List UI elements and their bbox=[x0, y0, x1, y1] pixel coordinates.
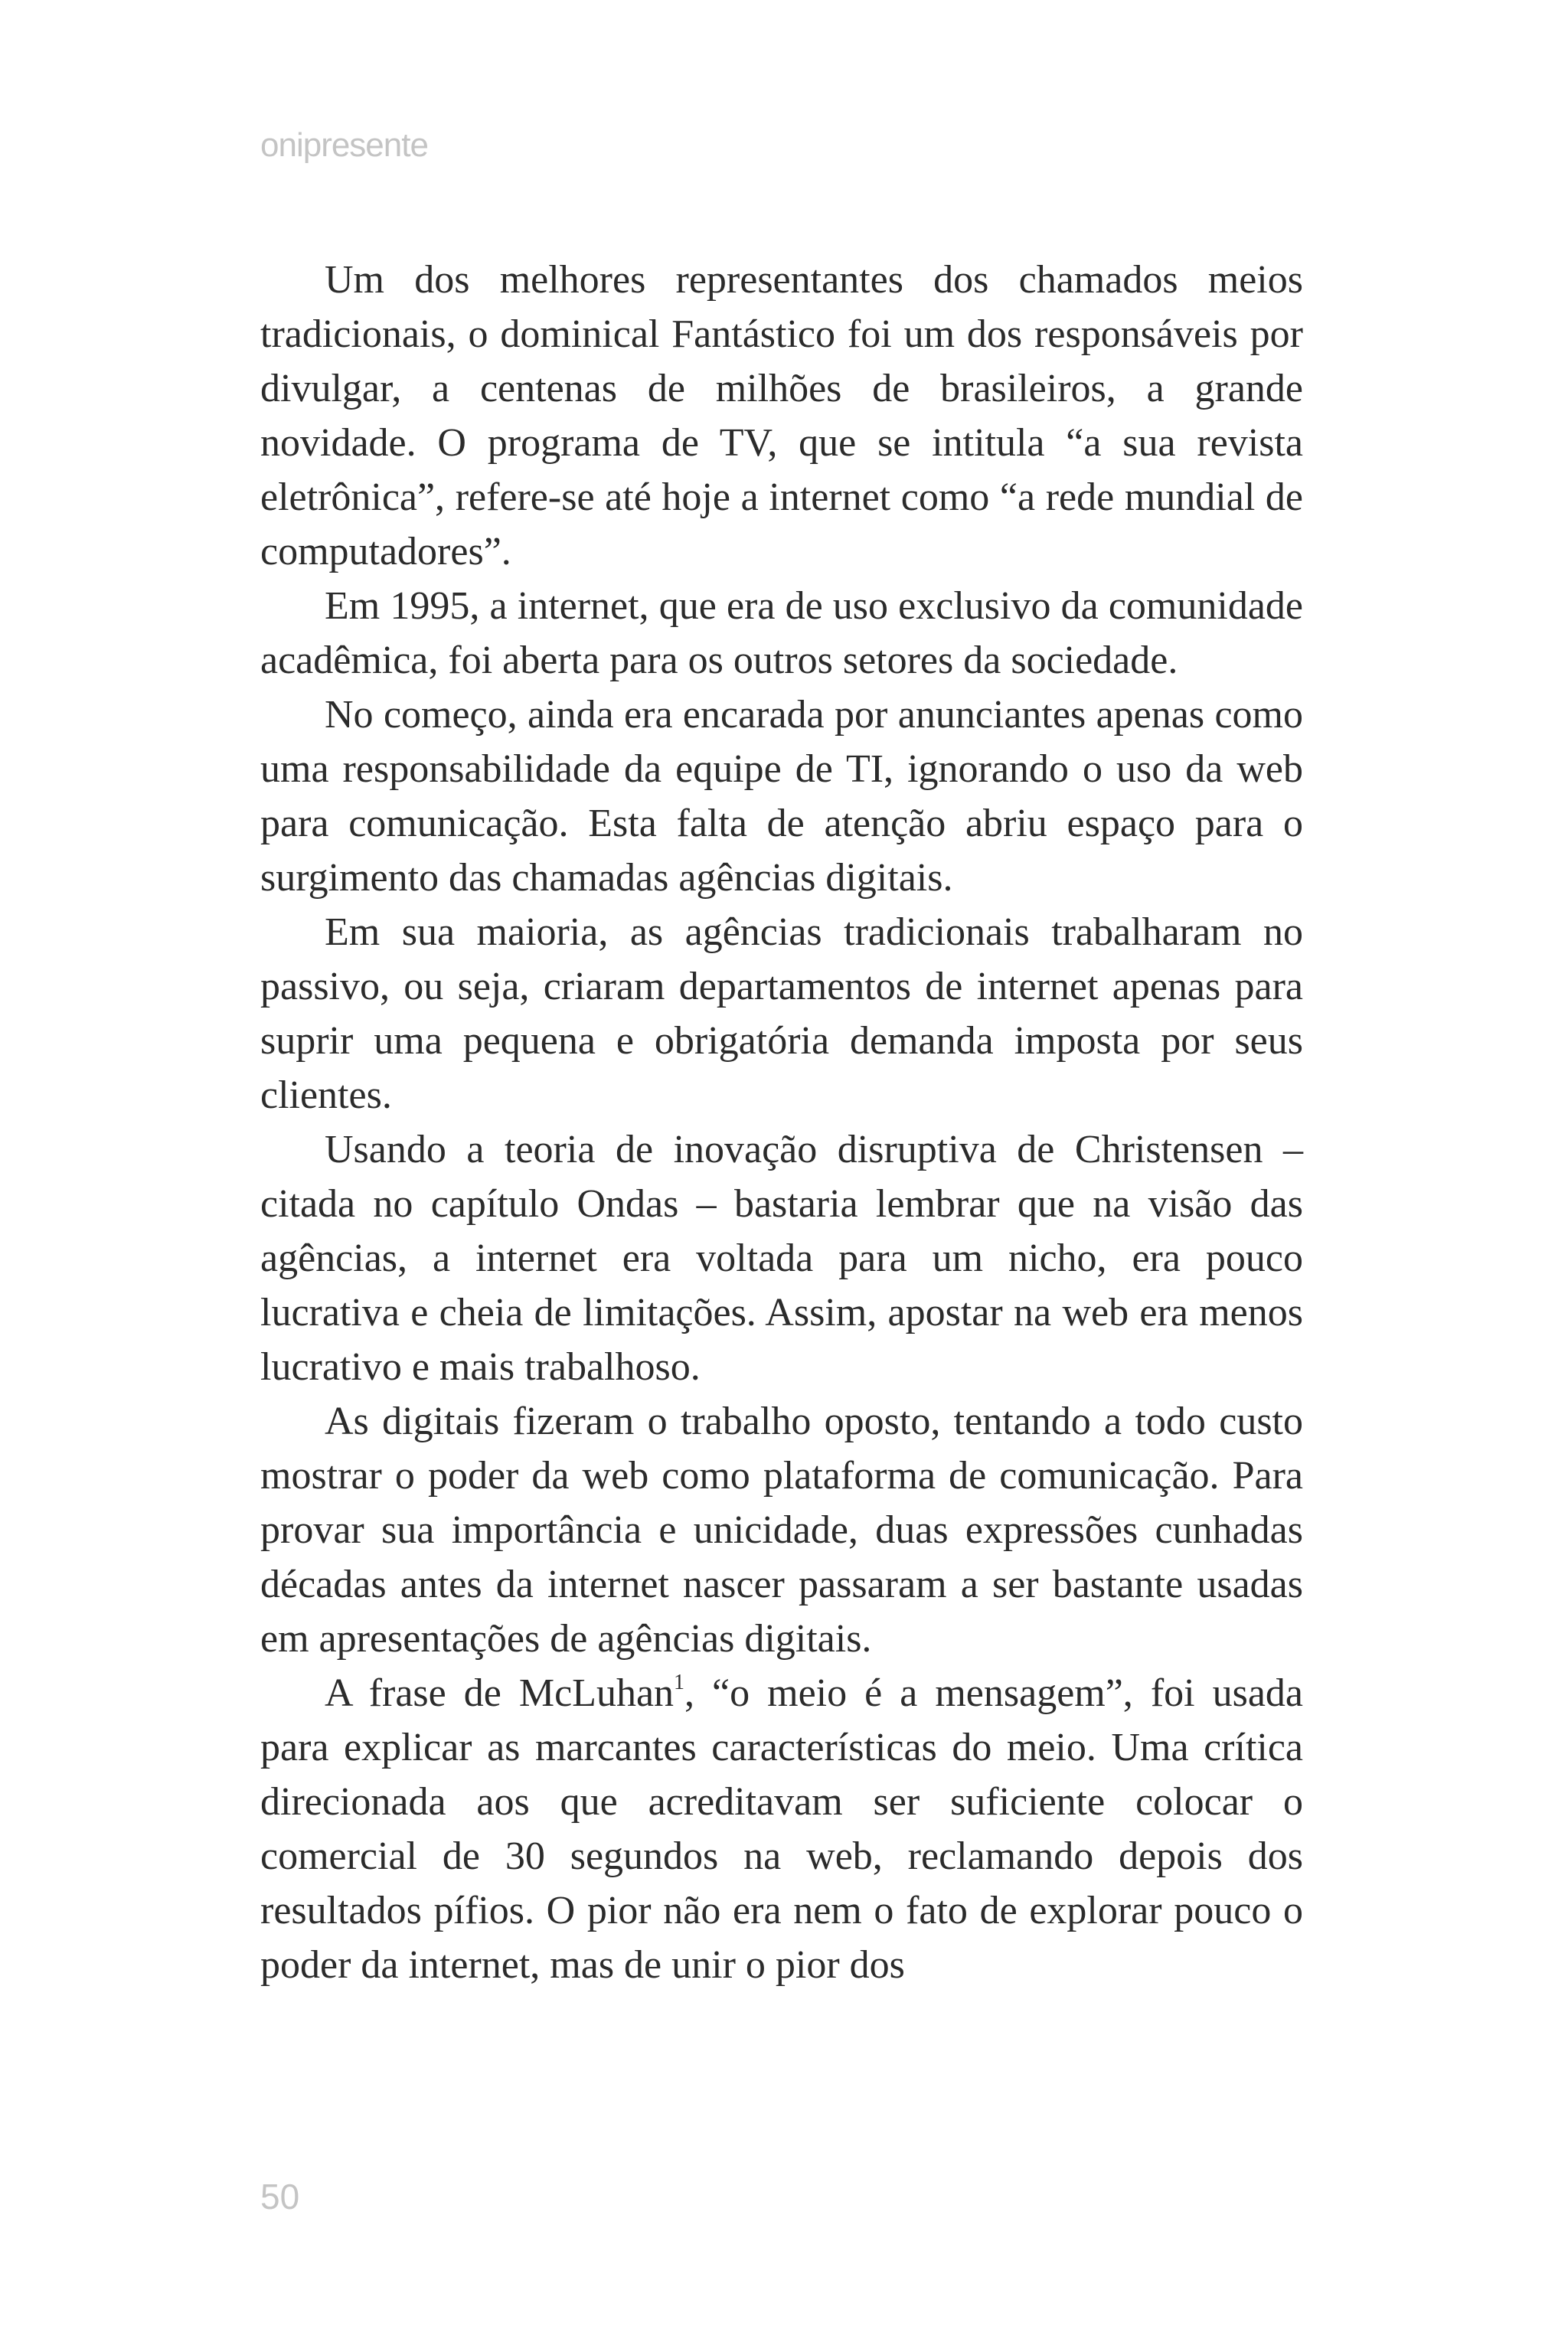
page-number: 50 bbox=[260, 2177, 300, 2216]
paragraph: Em sua maioria, as agências tradicionais trabalharam no passivo, ou seja, criaram departamentos de internet apenas para suprir uma pequena e obrigatória demanda imposta por seus clientes. bbox=[260, 910, 1303, 1117]
paragraph: Em 1995, a internet, que era de uso exclusivo da comunidade acadêmica, foi aberta para os outros setores da sociedade. bbox=[260, 584, 1303, 682]
paragraph: Usando a teoria de inovação disruptiva de Christensen – citada no capítulo Ondas – bastaria lembrar que na visão das agências, a internet era voltada para um nicho, era pouco lucrativa e cheia de limitações. Assim, apostar na web era menos lucrativo e mais trabalhoso. bbox=[260, 1128, 1303, 1389]
paragraph-with-footnote bbox=[260, 1666, 1303, 1992]
paragraph-text-after-note: , “o meio é a mensagem”, foi usada para explicar as marcantes características do meio. Uma crítica direcionada aos que acreditavam ser suficiente colocar o comercial de 30 segundos na web, reclamando depois dos resultados pífios. O pior não era nem o fato de explorar pouco o poder da internet, mas de unir o pior dos bbox=[260, 1671, 1304, 1987]
paragraph: Um dos melhores representantes dos chamados meios tradicionais, o dominical Fantástico foi um dos responsáveis por divulgar, a centenas de milhões de brasileiros, a grande novidade. O programa de TV, que se intitula “a sua revista eletrônica”, refere-se até hoje a internet como “a rede mundial de computadores”. bbox=[260, 258, 1303, 573]
running-head: onipresente bbox=[260, 126, 428, 164]
paragraph-text-before-note: A frase de McLuhan bbox=[325, 1671, 675, 1715]
body-text bbox=[260, 253, 1303, 1992]
footnote-reference: 1 bbox=[674, 1671, 685, 1694]
paragraph: No começo, ainda era encarada por anunciantes apenas como uma responsabilidade da equipe de TI, ignorando o uso da web para comunicação. Esta falta de atenção abriu espaço para o surgimento das chamadas agências digitais. bbox=[260, 693, 1303, 900]
paragraph: As digitais fizeram o trabalho oposto, tentando a todo custo mostrar o poder da web como plataforma de comunicação. Para provar sua importância e unicidade, duas expressões cunhadas décadas antes da internet nascer passaram a ser bastante usadas em apresentações de agências digitais. bbox=[260, 1400, 1303, 1661]
